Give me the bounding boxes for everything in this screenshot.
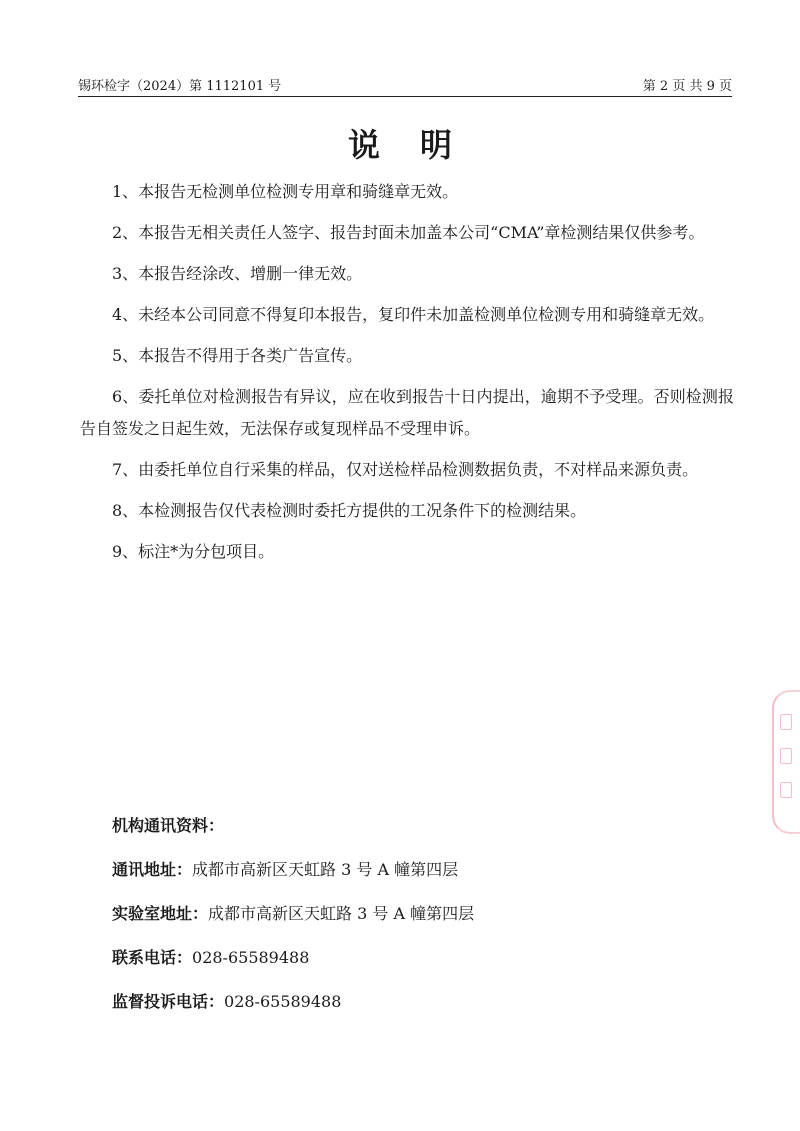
stamp-mark [780, 714, 792, 730]
complaint-phone-label: 监督投诉电话： [112, 992, 225, 1011]
note-item: 6、委托单位对检测报告有异议，应在收到报告十日内提出，逾期不予受理。否则检测报告自签发之日起生效，无法保存或复现样品不受理申诉。 [80, 387, 734, 438]
contact-info [112, 804, 474, 1024]
phone-label: 联系电话： [112, 948, 193, 967]
lab-address-row [112, 892, 474, 936]
page-indicator: 第 2 页 共 9 页 [642, 79, 732, 94]
seam-stamp-edge [772, 690, 800, 834]
contact-heading: 机构通讯资料： [112, 816, 225, 835]
notes-list [80, 176, 734, 577]
phone-row [112, 936, 474, 980]
page-title: 说明 [347, 126, 492, 164]
page-header [78, 70, 732, 97]
note-item: 2、本报告无相关责任人签字、报告封面未加盖本公司“CMA”章检测结果仅供参考。 [112, 223, 705, 242]
complaint-phone-row [112, 980, 474, 1024]
report-number: 锡环检字（2024）第 1112101 号 [78, 79, 282, 94]
lab-address-label: 实验室地址： [112, 904, 209, 923]
note-item: 8、本检测报告仅代表检测时委托方提供的工况条件下的检测结果。 [112, 501, 587, 520]
address-value: 成都市高新区天虹路 3 号 A 幢第四层 [192, 860, 459, 879]
note-item: 7、由委托单位自行采集的样品，仅对送检样品检测数据负责，不对样品来源负责。 [112, 460, 699, 479]
contact-heading-row [112, 804, 474, 848]
phone-value: 028-65589488 [192, 948, 310, 967]
lab-address-value: 成都市高新区天虹路 3 号 A 幢第四层 [208, 904, 475, 923]
note-item: 5、本报告不得用于各类广告宣传。 [112, 346, 363, 365]
address-label: 通讯地址： [112, 860, 193, 879]
note-item: 9、标注*为分包项目。 [112, 542, 275, 561]
note-item: 1、本报告无检测单位检测专用章和骑缝章无效。 [112, 182, 459, 201]
stamp-mark [780, 782, 792, 798]
note-item: 3、本报告经涂改、增删一律无效。 [112, 264, 363, 283]
address-row [112, 848, 474, 892]
note-item: 4、未经本公司同意不得复印本报告，复印件未加盖检测单位检测专用和骑缝章无效。 [112, 305, 715, 324]
stamp-mark [780, 748, 792, 764]
complaint-phone-value: 028-65589488 [224, 992, 342, 1011]
